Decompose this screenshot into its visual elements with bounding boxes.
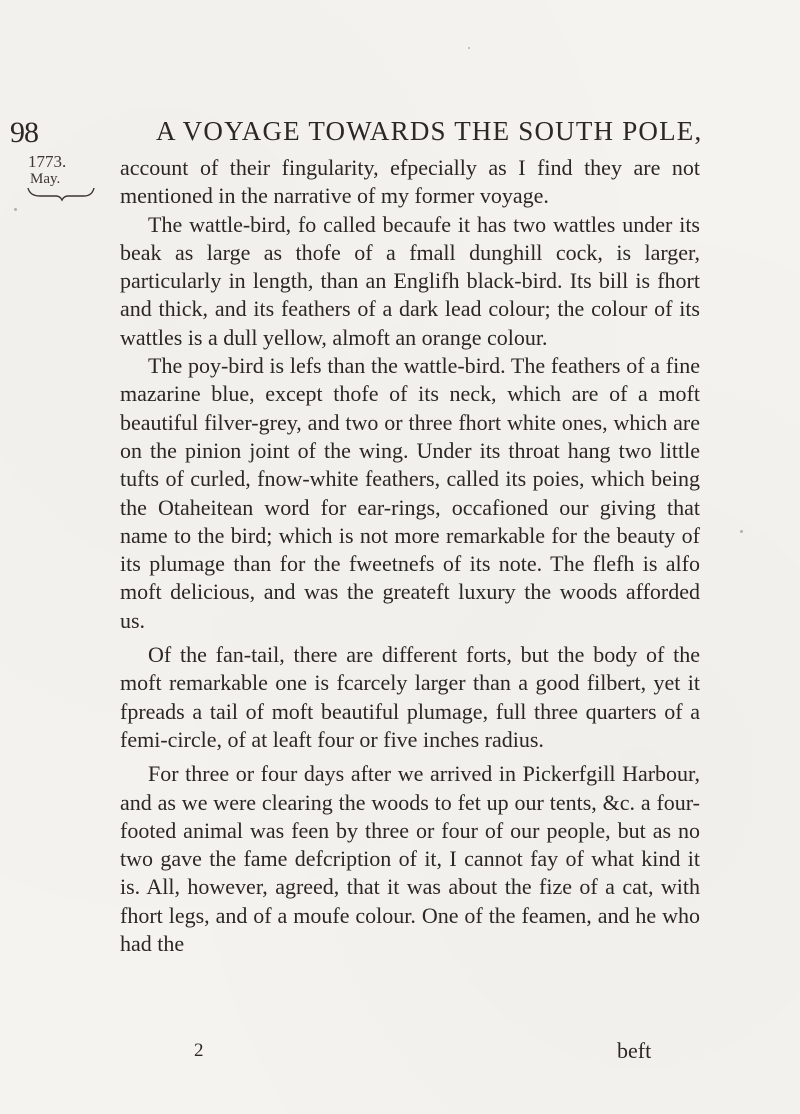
paragraph-fan-tail: Of the fan-tail, there are different forts, but the body of the moft remarkable one is fcarcely larger than a good filbert, yet it fpreads a tail of moft beautiful plumage, full three quarters of a femi-circle, of at leaft four or five inches radius. <box>120 642 700 752</box>
page-number: 98 <box>10 116 38 149</box>
paragraph-poy-bird: The poy-bird is lefs than the wattle-bird. The feathers of a fine mazarine blue, except thofe of its neck, which are of a moft beautiful filver-grey, and two or three fhort white ones, which are on the pinion joint of the wing. Under its throat hang two little tufts of curled, fnow-white feathers, called its poies, which being the Otaheitean word for ear-rings, occafioned our giving that name to the bird; which is not more remarkable for the beauty of its plumage than for the fweetnefs of its note. The flefh is alfo moft delicious, and was the greateft luxury the woods afforded us. <box>120 353 700 633</box>
paper-speck <box>468 47 470 49</box>
margin-note-year: 1773. <box>28 152 67 171</box>
paper-speck <box>14 208 17 211</box>
margin-note-month: May. <box>30 171 61 187</box>
paragraph-wattle-bird: The wattle-bird, fo called becaufe it has two wattles under its beak as large as thofe of a fmall dunghill cock, is larger, particularly in length, than an Englifh black-bird. Its bill is fhort and thick, and its feathers of a dark lead colour; the colour of its wattles is a dull yellow, almoft an orange colour. <box>120 211 700 350</box>
running-head-title: A VOYAGE TOWARDS THE SOUTH POLE, <box>156 116 703 146</box>
catchword: beft <box>617 1038 652 1063</box>
paper-speck <box>740 530 743 533</box>
paragraph-continued: account of their fingularity, efpecially as I find they are not mentioned in the narrative of my former voyage. <box>120 155 700 209</box>
paragraph-four-footed-animal: For three or four days after we arrived in Pickerfgill Harbour, and as we were clearing the woods to fet up our tents, &c. a four-footed animal was feen by three or four of our people, but as no two gave the fame defcription of it, I cannot fay of what kind it is. All, however, agreed, that it was about the fize of a cat, with fhort legs, and of a moufe colour. One of the feamen, and he who had the <box>120 761 700 957</box>
signature-mark: 2 <box>194 1040 204 1061</box>
margin-brace-icon <box>26 184 96 202</box>
paper-speck <box>598 136 602 140</box>
body-text <box>120 154 700 958</box>
